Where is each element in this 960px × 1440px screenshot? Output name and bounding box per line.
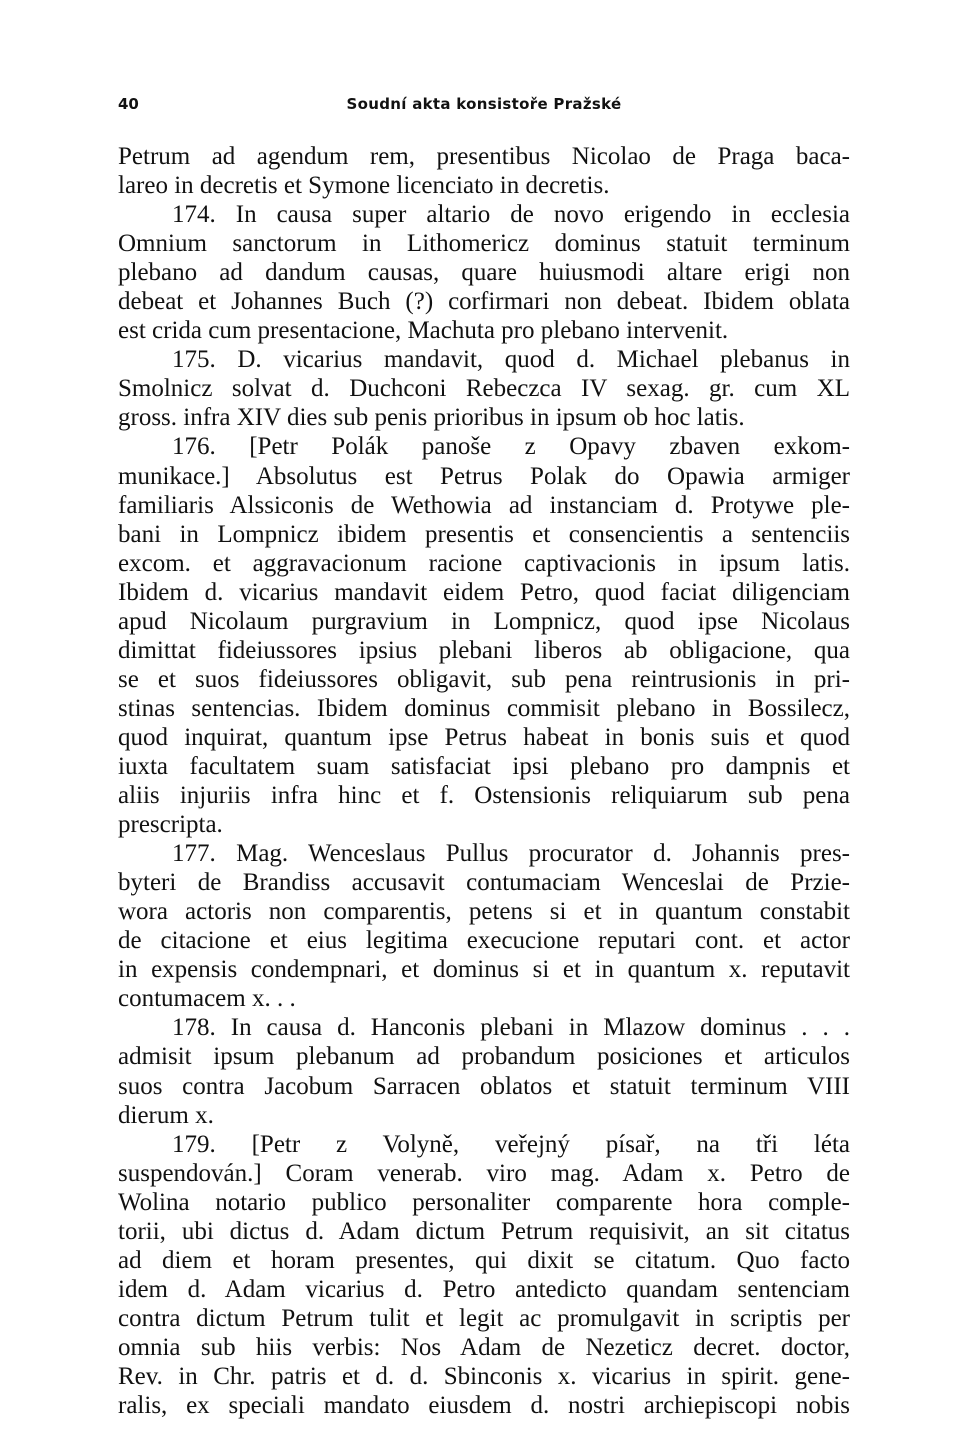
- text-line: quod inquirat, quantum ipse Petrus habeat in bonis suis et quod: [118, 723, 850, 751]
- text-line: excom. et aggravacionum racione captivacionis in ipsum latis.: [118, 549, 850, 577]
- text-line: suspendován.] Coram venerab. viro mag. Adam x. Petro de: [118, 1159, 850, 1187]
- text-line: Smolnicz solvat d. Duchconi Rebeczca IV sexag. gr. cum XL: [118, 375, 850, 403]
- body-text: [118, 142, 850, 1420]
- text-line: ralis, ex speciali mandato eiusdem d. nostri archiepiscopi nobis: [118, 1392, 850, 1420]
- text-line: contra dictum Petrum tulit et legit ac promulgavit in scriptis per: [118, 1304, 850, 1332]
- text-line: idem d. Adam vicarius d. Petro antedicto quandam sentenciam: [118, 1275, 850, 1303]
- text-line: 174. In causa super altario de novo erigendo in ecclesia: [172, 201, 850, 229]
- text-line: Ibidem d. vicarius mandavit eidem Petro, quod faciat diligenciam: [118, 578, 850, 606]
- text-line: est crida cum presentacione, Machuta pro plebano intervenit.: [118, 317, 729, 345]
- text-line: 176. [Petr Polák panoše z Opavy zbaven exkom-: [172, 433, 850, 461]
- text-line: prescripta.: [118, 811, 223, 839]
- page-number: 40: [118, 95, 139, 113]
- text-line: Rev. in Chr. patris et d. d. Sbinconis x. vicarius in spirit. gene-: [118, 1362, 850, 1390]
- text-line: admisit ipsum plebanum ad probandum posiciones et articulos: [118, 1043, 850, 1071]
- text-line: wora actoris non comparentis, petens si et in quantum constabit: [118, 898, 850, 926]
- text-line: apud Nicolaum purgravium in Lompnicz, quod ipse Nicolaus: [118, 607, 850, 635]
- text-line: in expensis condempnari, et dominus si et in quantum x. reputavit: [118, 956, 850, 984]
- text-line: munikace.] Absolutus est Petrus Polak do Opawia armiger: [118, 462, 850, 490]
- text-line: omnia sub hiis verbis: Nos Adam de Nezeticz decret. doctor,: [118, 1333, 850, 1361]
- text-line: 179. [Petr z Volyně, veřejný písař, na tři léta: [172, 1130, 850, 1158]
- text-line: suos contra Jacobum Sarracen oblatos et statuit terminum VIII: [118, 1072, 850, 1100]
- text-line: torii, ubi dictus d. Adam dictum Petrum requisivit, an sit citatus: [118, 1217, 850, 1245]
- text-line: dimittat fideiussores ipsius plebani liberos ab obligacione, qua: [118, 636, 850, 664]
- text-line: iuxta facultatem suam satisfaciat ipsi plebano pro dampnis et: [118, 752, 850, 780]
- text-line: contumacem x. . .: [118, 985, 296, 1013]
- text-line: 175. D. vicarius mandavit, quod d. Michael plebanus in: [172, 346, 850, 374]
- text-line: 178. In causa d. Hanconis plebani in Mlazow dominus . . .: [172, 1014, 850, 1042]
- text-line: se et suos fideiussores obligavit, sub pena reintrusionis in pri-: [118, 665, 850, 693]
- text-line: bani in Lompnicz ibidem presentis et consencientis a sentenciis: [118, 520, 850, 548]
- running-head: [118, 92, 850, 116]
- text-line: Omnium sanctorum in Lithomericz dominus statuit terminum: [118, 230, 850, 258]
- text-line: debeat et Johannes Buch (?) corfirmari non debeat. Ibidem oblata: [118, 288, 850, 316]
- text-line: plebano ad dandum causas, quare huiusmodi altare erigi non: [118, 259, 850, 287]
- running-title: Soudní akta konsistoře Pražské: [346, 95, 622, 113]
- text-line: aliis injuriis infra hinc et f. Ostensionis reliquiarum sub pena: [118, 782, 850, 810]
- text-line: stinas sentencias. Ibidem dominus commisit plebano in Bossilecz,: [118, 694, 850, 722]
- text-line: ad diem et horam presentes, qui dixit se citatum. Quo facto: [118, 1246, 850, 1274]
- text-line: Petrum ad agendum rem, presentibus Nicolao de Praga baca-: [118, 143, 850, 170]
- text-line: Wolina notario publico personaliter comparente hora comple-: [118, 1188, 850, 1216]
- text-line: lareo in decretis et Symone licenciato in decretis.: [118, 172, 610, 200]
- text-line: familiaris Alssiconis de Wethowia ad instanciam d. Protywe ple-: [118, 491, 850, 519]
- text-line: gross. infra XIV dies sub penis prioribus in ipsum ob hoc latis.: [118, 404, 745, 432]
- text-line: de citacione et eius legitima execucione reputari cont. et actor: [118, 927, 850, 955]
- text-line: 177. Mag. Wenceslaus Pullus procurator d. Johannis pres-: [172, 840, 850, 868]
- text-line: dierum x.: [118, 1101, 214, 1129]
- text-line: byteri de Brandiss accusavit contumaciam Wenceslai de Przie-: [118, 869, 850, 897]
